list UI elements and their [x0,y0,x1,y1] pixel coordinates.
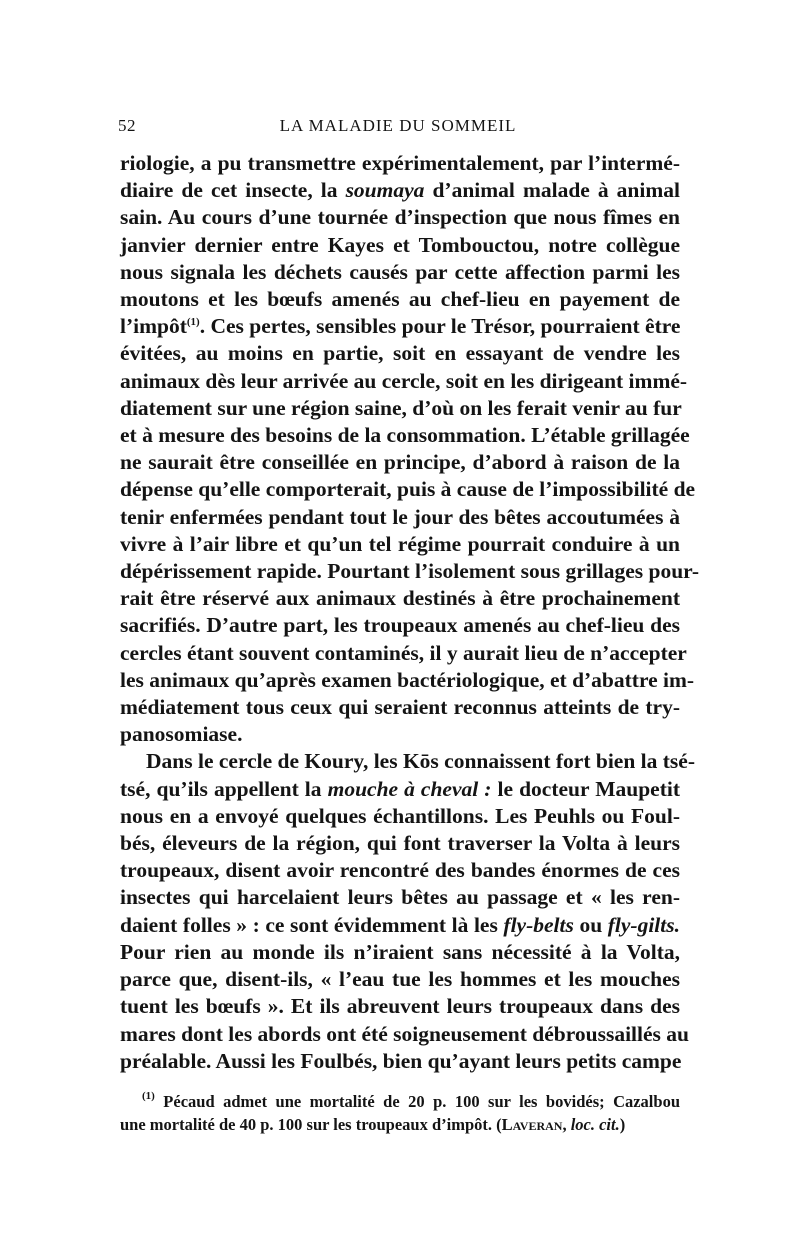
footnote-marker: (1) [142,1090,155,1102]
footnote-reference: (1) [186,316,200,329]
text-line: préalable. Aussi les Foulbés, bien qu’ayant leurs petits campe [120,1048,682,1073]
text-line: vivre à l’air libre et qu’un tel régime pourrait conduire à un [120,531,680,556]
text-line: évitées, au moins en partie, soit en essayant de vendre les [120,341,680,366]
text-line: et à mesure des besoins de la consommation. L’étable grillagée [120,423,690,448]
italic-term-fly-belts: fly-belts [503,912,574,937]
page-number: 52 [118,116,136,135]
paragraph-start-line: Dans le cercle de Koury, les Kōs connaissent fort bien la tsé- [146,749,695,774]
text-line: l’impôt$^{(1)}$. Ces pertes, sensibles pour le Trésor, pourraient être [120,314,681,339]
text-line: sain. Au cours d’une tournée d’inspection que nous fîmes en [120,205,680,230]
text-line: janvier dernier entre Kayes et Tombouctou, notre collègue [120,232,680,257]
text-line: tsé, qu’ils appellent la mouche à cheval : le docteur Maupetit [120,776,680,801]
text-line: cercles étant souvent contaminés, il y aurait lieu de n’accepter [120,640,687,665]
text-line: les animaux qu’après examen bactériologique, et d’abattre im- [120,667,695,692]
footnote-line: une mortalité de 40 p. 100 sur les troupeaux d’impôt. (Laveran, loc. cit.) [120,1115,626,1134]
text-line: tenir enfermées pendant tout le jour des bêtes accoutumées à [120,504,680,529]
text-line: médiatement tous ceux qui seraient reconnus atteints de try- [120,695,680,720]
text-line: bés, éleveurs de la région, qui font traverser la Volta à leurs [120,831,680,856]
text-line: dépense qu’elle comporterait, puis à cause de l’impossibilité de [120,477,696,502]
italic-term-fly-gilts: fly-gilts. [607,912,680,937]
italic-term-mouche-a-cheval: mouche à cheval : [327,776,492,801]
text-line: diatement sur une région saine, d’où on les ferait venir au fur [120,395,682,420]
text-line: nous en a envoyé quelques échantillons. Les Peuhls ou Foul- [120,803,680,828]
text-line: ne saurait être conseillée en principe, d’abord à raison de la [120,450,680,475]
page-header [118,116,678,142]
text-line: nous signala les déchets causés par cette affection parmi les [120,259,680,284]
text-line: moutons et les bœufs amenés au chef-lieu en payement de [120,287,680,312]
text-line: mares dont les abords ont été soigneusement débroussaillés au [120,1021,689,1046]
text-line: rait être réservé aux animaux destinés à être prochainement [120,586,680,611]
text-line: insectes qui harcelaient leurs bêtes au passage et « les ren- [120,885,680,910]
text-line: animaux dès leur arrivée au cercle, soit en les dirigeant immé- [120,368,688,393]
footnote-line: $^{(1)}$ Pécaud admet une mortalité de 20 p. 100 sur les bovidés; Cazalbou [142,1090,680,1111]
text-line: sacrifiés. D’autre part, les troupeaux amenés au chef-lieu des [120,613,680,638]
footnotes [120,1090,680,1136]
text-line: parce que, disent-ils, « l’eau tue les hommes et les mouches [120,967,680,992]
text-line: diaire de cet insecte, la soumaya d’animal malade à animal [120,178,680,203]
main-text [120,150,700,1075]
text-line: troupeaux, disent avoir rencontré des bandes énormes de ces [120,858,680,883]
footnote-citation: loc. cit. [570,1115,620,1134]
text-line: Pour rien au monde ils n’iraient sans nécessité à la Volta, [120,939,680,964]
running-title: LA MALADIE DU SOMMEIL [279,116,517,135]
text-line: riologie, a pu transmettre expérimentalement, par l’intermé- [120,151,680,175]
italic-term-soumaya: soumaya [345,178,425,203]
text-line: daient folles » : ce sont évidemment là les fly-belts ou fly-gilts. [120,912,680,937]
text-line: dépérissement rapide. Pourtant l’isolement sous grillages pour- [120,559,700,584]
text-line: tuent les bœufs ». Et ils abreuvent leurs troupeaux dans des [120,994,680,1019]
text-line: panosomiase. [120,722,243,747]
footnote-author: Laveran [501,1115,563,1134]
